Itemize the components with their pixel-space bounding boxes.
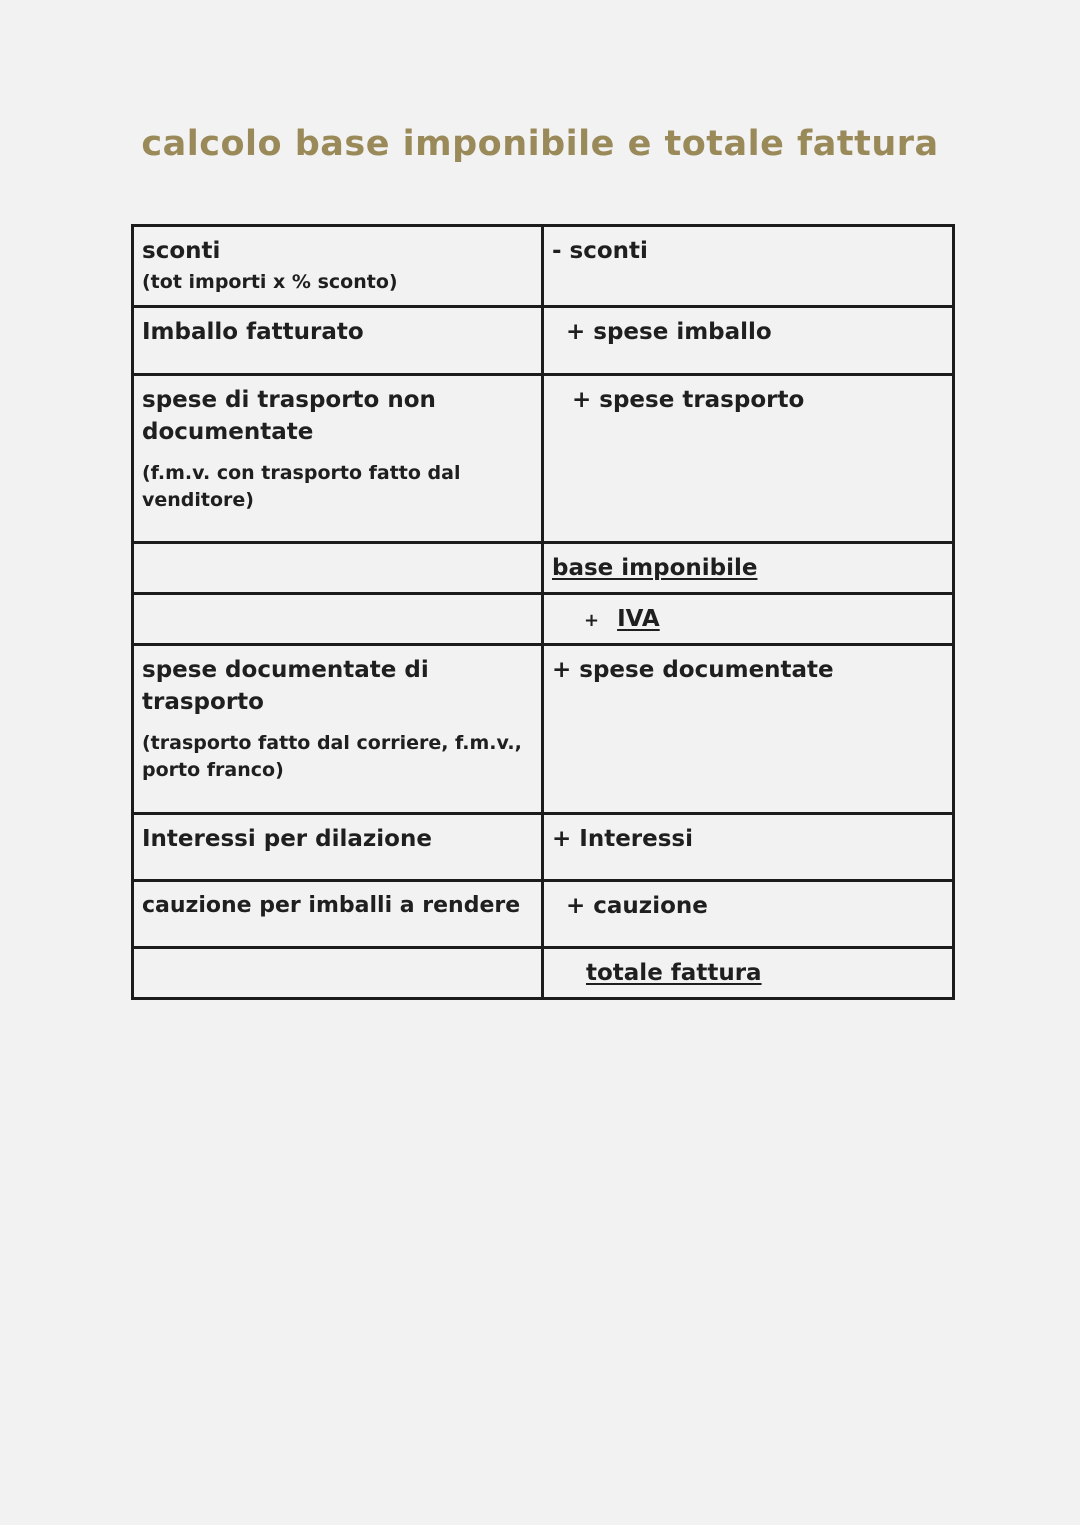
table-row-interessi [133, 814, 954, 881]
left-cell [133, 375, 543, 543]
row-label: Imballo fatturato [142, 319, 364, 345]
table-row-iva [133, 594, 954, 645]
left-cell [133, 948, 543, 999]
row-label: cauzione per imballi a rendere [142, 893, 521, 918]
table-row-spese-documentate [133, 645, 954, 814]
row-operation: + spese trasporto [572, 387, 805, 413]
calculation-table [131, 224, 955, 1000]
left-cell [133, 226, 543, 307]
right-cell [543, 594, 954, 645]
table-row-totale-fattura [133, 948, 954, 999]
right-cell [543, 881, 954, 948]
page-title: calcolo base imponibile e totale fattura [141, 124, 939, 164]
row-operation: + spese documentate [552, 657, 834, 683]
left-cell [133, 645, 543, 814]
row-operation: + Interessi [552, 826, 694, 852]
row-label: Interessi per dilazione [142, 826, 432, 852]
left-cell [133, 594, 543, 645]
row-note: (trasporto fatto dal corriere, f.m.v., porto franco) [142, 732, 522, 781]
table-row-base-imponibile [133, 543, 954, 594]
totale-fattura-label: totale fattura [586, 960, 762, 986]
plus-sign: + [584, 610, 600, 631]
row-note: (tot importi x % sconto) [142, 271, 398, 293]
iva-line [552, 603, 944, 637]
left-cell [133, 881, 543, 948]
row-operation: + spese imballo [566, 319, 772, 345]
row-operation: - sconti [552, 238, 648, 264]
right-cell [543, 543, 954, 594]
right-cell [543, 645, 954, 814]
table-row-imballo [133, 307, 954, 375]
right-cell [543, 307, 954, 375]
table-row-trasporto [133, 375, 954, 543]
iva-label: IVA [617, 606, 660, 632]
row-note: (f.m.v. con trasporto fatto dal venditore) [142, 462, 461, 511]
base-imponibile-label: base imponibile [552, 555, 758, 581]
right-cell [543, 814, 954, 881]
row-operation: + cauzione [566, 893, 708, 919]
left-cell [133, 814, 543, 881]
table-row-sconti [133, 226, 954, 307]
left-cell [133, 543, 543, 594]
right-cell [543, 375, 954, 543]
table-row-cauzione [133, 881, 954, 948]
row-label: spese di trasporto non documentate [142, 387, 436, 445]
row-label: spese documentate di trasporto [142, 657, 429, 715]
right-cell [543, 226, 954, 307]
row-label: sconti [142, 238, 221, 264]
right-cell [543, 948, 954, 999]
left-cell [133, 307, 543, 375]
